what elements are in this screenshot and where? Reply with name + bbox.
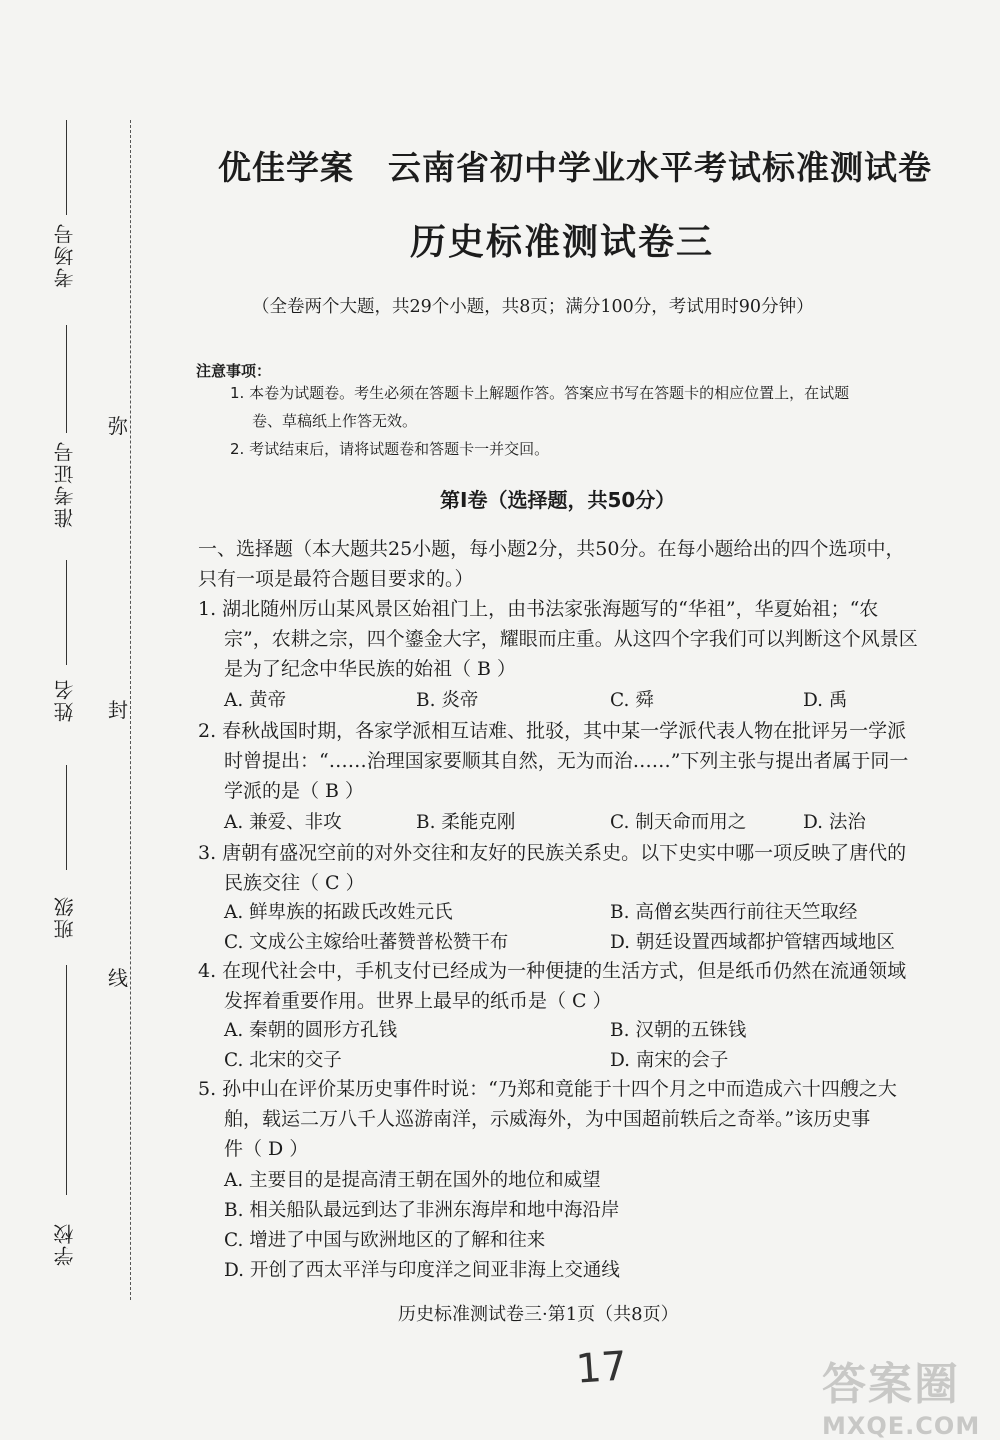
watermark-brand: 答案圈	[822, 1359, 960, 1410]
question-5-line-3: 件（ D ）	[224, 1138, 309, 1160]
school-line	[66, 965, 67, 1195]
question-1-option-b: B. 炎帝	[416, 690, 479, 711]
class-label: 班级	[53, 895, 77, 939]
paper-title: 历史标准测试卷三	[410, 221, 715, 263]
exam-room-line	[66, 120, 67, 215]
question-3-line-1: 3. 唐朝有盛况空前的对外交往和友好的民族关系史。以下史实中哪一项反映了唐代的	[198, 842, 907, 864]
admission-line	[66, 325, 67, 433]
question-1-option-d: D. 禹	[803, 690, 848, 711]
question-1-option-c: C. 舜	[610, 690, 654, 711]
part-heading: 一、选择题（本大题共25小题，每小题2分，共50分。在每小题给出的四个选项中，	[198, 538, 905, 560]
school-label: 学校	[53, 1222, 77, 1266]
page-footer: 历史标准测试卷三·第1页（共8页）	[398, 1304, 679, 1325]
section-title: 第Ⅰ卷（选择题，共50分）	[440, 488, 676, 512]
handwritten-page-number: 17	[574, 1343, 629, 1393]
question-5-line-2: 舶，载运二万八千人巡游南洋，示威海外，为中国超前轶后之奇举。”该历史事	[224, 1108, 871, 1130]
question-3-option-d: D. 朝廷设置西域都护管辖西域地区	[610, 932, 895, 953]
seal-dashed-line	[130, 120, 131, 1300]
seal-char-feng: 封	[108, 698, 128, 722]
question-3-option-c: C. 文成公主嫁给吐蕃赞普松赞干布	[224, 932, 509, 953]
question-2-option-b: B. 柔能克刚	[416, 812, 516, 833]
exam-room-label: 考场号	[53, 222, 77, 288]
part-heading-cont: 只有一项是最符合题目要求的。）	[198, 568, 474, 590]
exam-series-title: 优佳学案 云南省初中学业水平考试标准测试卷	[218, 148, 932, 187]
question-1-line-2: 宗”，农耕之宗，四个鎏金大字，耀眼而庄重。从这四个字我们可以判断这个风景区	[224, 628, 918, 650]
question-4-option-b: B. 汉朝的五铢钱	[610, 1020, 747, 1041]
question-4-option-d: D. 南宋的会子	[610, 1050, 729, 1071]
question-2-option-a: A. 兼爱、非攻	[224, 812, 342, 833]
question-5-option-a: A. 主要目的是提高清王朝在国外的地位和威望	[224, 1170, 601, 1191]
question-4-option-a: A. 秦朝的圆形方孔钱	[224, 1020, 398, 1041]
notice-heading: 注意事项：	[196, 362, 272, 380]
question-3-option-a: A. 鲜卑族的拓跋氏改姓元氏	[224, 902, 453, 923]
question-5-option-c: C. 增进了中国与欧洲地区的了解和往来	[224, 1230, 546, 1251]
name-line	[66, 560, 67, 665]
paper-info: （全卷两个大题，共29个小题，共8页；满分100分，考试用时90分钟）	[252, 297, 814, 317]
question-3-option-b: B. 高僧玄奘西行前往天竺取经	[610, 902, 858, 923]
seal-char-mi: 弥	[108, 414, 128, 438]
admission-number-label: 准考证号	[53, 440, 77, 528]
watermark-logo	[822, 1348, 992, 1440]
watermark-url: MXQE.COM	[822, 1412, 981, 1440]
name-label: 姓名	[53, 678, 77, 722]
seal-char-xian: 线	[108, 966, 128, 990]
question-4-line-2: 发挥着重要作用。世界上最早的纸币是（ C ）	[224, 990, 612, 1012]
question-2-option-c: C. 制天命而用之	[610, 812, 747, 833]
question-2-option-d: D. 法治	[803, 812, 866, 833]
question-1-line-1: 1. 湖北随州厉山某风景区始祖门上，由书法家张海题写的“华祖”，华夏始祖；“农	[198, 598, 879, 620]
question-2-line-3: 学派的是（ B ）	[224, 780, 365, 802]
notice-item-1: 1. 本卷为试题卷。考生必须在答题卡上解题作答。答案应书写在答题卡的相应位置上，在试题	[230, 384, 850, 402]
question-1-line-3: 是为了纪念中华民族的始祖（ B ）	[224, 658, 517, 680]
question-4-line-1: 4. 在现代社会中，手机支付已经成为一种便捷的生活方式，但是纸币仍然在流通领域	[198, 960, 907, 982]
question-2-line-2: 时曾提出：“……治理国家要顺其自然，无为而治……”下列主张与提出者属于同一	[224, 750, 909, 772]
class-line	[66, 765, 67, 870]
question-1-option-a: A. 黄帝	[224, 690, 287, 711]
notice-item-1-cont: 卷、草稿纸上作答无效。	[252, 412, 418, 430]
question-4-option-c: C. 北宋的交子	[224, 1050, 342, 1071]
question-3-line-2: 民族交往（ C ）	[224, 872, 365, 894]
question-2-line-1: 2. 春秋战国时期，各家学派相互诘难、批驳，其中某一学派代表人物在批评另一学派	[198, 720, 907, 742]
notice-item-2: 2. 考试结束后，请将试题卷和答题卡一并交回。	[230, 440, 550, 458]
question-5-line-1: 5. 孙中山在评价某历史事件时说：“乃郑和竟能于十四个月之中而造成六十四艘之大	[198, 1078, 897, 1100]
question-5-option-d: D. 开创了西太平洋与印度洋之间亚非海上交通线	[224, 1260, 620, 1281]
question-5-option-b: B. 相关船队最远到达了非洲东海岸和地中海沿岸	[224, 1200, 620, 1221]
